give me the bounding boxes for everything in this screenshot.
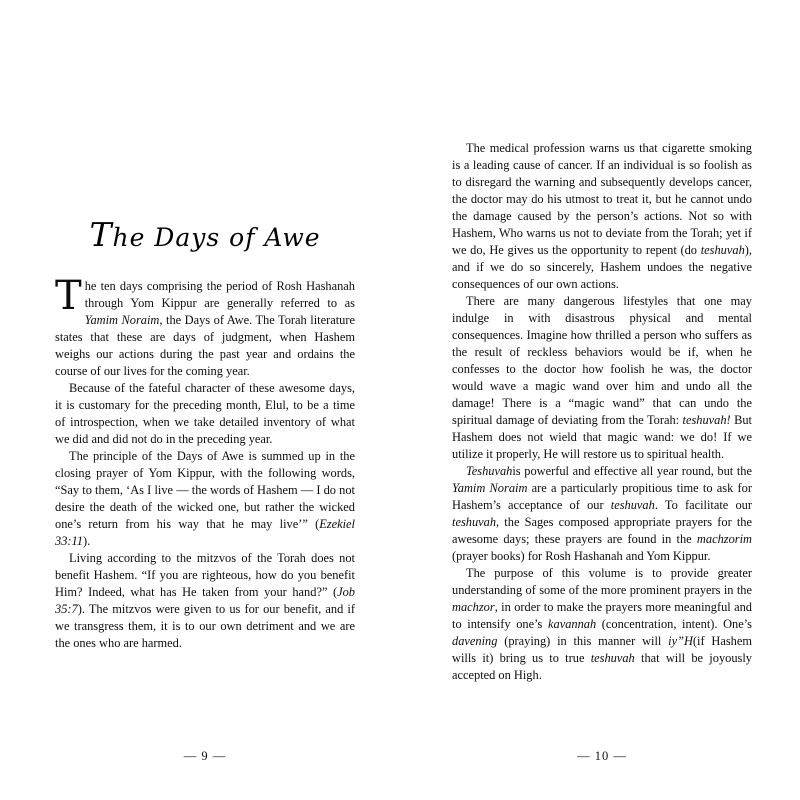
body-text: (praying) in this manner will xyxy=(497,633,669,648)
body-text: . To facilitate our xyxy=(654,497,752,512)
drop-cap: T xyxy=(55,273,82,319)
page-title-rest: he Days of Awe xyxy=(112,223,321,252)
emphasis-text: teshuvah xyxy=(590,650,635,665)
emphasis-text: teshuvah xyxy=(452,514,497,529)
body-text: he ten days comprising the period of Rosh Hashanah through Yom Kippur are generally referred to as xyxy=(84,279,355,310)
paragraph xyxy=(452,140,752,293)
emphasis-text: teshuvah! xyxy=(682,412,731,427)
page-title xyxy=(55,215,355,254)
body-text: But Hashem does not wield that magic wand: we do! If we utilize it properly, He will restore us to spiritual health. xyxy=(452,412,752,461)
paragraph xyxy=(55,380,355,448)
body-text: ). The mitzvos were given to us for our benefit, and if we transgress them, it is to our own detriment and we are the ones who are harmed. xyxy=(55,601,355,650)
emphasis-text: Ezekiel 33:11 xyxy=(55,516,355,548)
paragraph xyxy=(452,463,752,565)
body-text: There are many dangerous lifestyles that one may indulge in with disastrous physical and mental consequences. Imagine how thrilled a person who suffers as the result of reckless behaviors would be if, when he confesses to the doctor how foolish he was, the doctor would wave a magic wand over him and undo all the damage! There is a “magic wand” that can undo the spiritual damage of deviating from the Torah: xyxy=(452,293,752,427)
body-text: are a particularly propitious time to ask for Hashem’s acceptance of our xyxy=(452,480,752,512)
page-title-initial: T xyxy=(89,215,113,254)
body-text: The purpose of this volume is to provide greater understanding of some of the more prominent prayers in the xyxy=(452,565,752,597)
body-text: (concentration, intent). One’s xyxy=(596,616,753,631)
emphasis-text: Yamim Noraim xyxy=(452,480,528,495)
emphasis-text: machzorim xyxy=(696,531,752,546)
emphasis-text: teshuvah xyxy=(610,497,655,512)
body-text: that will be joyously accepted on High. xyxy=(452,650,752,682)
body-text: ). xyxy=(83,533,91,548)
left-page-body xyxy=(55,273,355,652)
body-text: Living according to the mitzvos of the Torah does not benefit Hashem. “If you are righteous, how do you benefit Him? Indeed, what has He taken from your hand?” ( xyxy=(55,550,355,599)
body-text: (if Hashem wills it) bring us to true xyxy=(452,633,752,665)
body-text: is powerful and effective all year round, but the xyxy=(512,463,752,478)
right-page xyxy=(452,140,753,682)
emphasis-text: iy”H xyxy=(668,633,693,648)
paragraph xyxy=(55,550,355,652)
left-page-folio: — 9 — xyxy=(183,749,227,763)
paragraph xyxy=(55,448,355,550)
paragraph xyxy=(55,273,355,380)
right-page-folio: — 10 — xyxy=(577,749,627,763)
paragraph xyxy=(452,293,752,463)
body-text: , the Sages composed appropriate prayers for the awesome days; these prayers are found in the xyxy=(452,514,752,546)
body-text: The principle of the Days of Awe is summed up in the closing prayer of Yom Kippur, with the following words, “Say to them, ‘As I live — the words of Hashem — I do not desire the death of the wicked one, but rather the wicked one’s return from his way that he may live’” ( xyxy=(55,448,355,531)
emphasis-text: machzor xyxy=(452,599,495,614)
body-text: Because of the fateful character of these awesome days, it is customary for the preceding month, Elul, to be a time of introspection, when we take detailed inventory of what we did and did not do in the preceding year. xyxy=(55,380,355,446)
emphasis-text: teshuvah xyxy=(700,242,745,257)
body-text: , the Days of Awe. The Torah literature states that these are days of judgment, when Hashem weighs our actions during the past year and ordains the course of our lives for the coming year. xyxy=(55,312,355,378)
left-page xyxy=(55,140,355,660)
emphasis-text: Yamim Noraim xyxy=(84,312,160,327)
body-text: , in order to make the prayers more meaningful and to intensify one’s xyxy=(452,599,752,631)
emphasis-text: kavannah xyxy=(548,616,597,631)
right-page-body xyxy=(452,140,752,684)
emphasis-text: davening xyxy=(452,633,498,648)
emphasis-text: Job 35:7 xyxy=(55,584,355,616)
emphasis-text: Teshuvah xyxy=(466,463,513,478)
body-text: (prayer books) for Rosh Hashanah and Yom Kippur. xyxy=(452,548,711,563)
paragraph xyxy=(452,565,752,684)
body-text: ), and if we do so sincerely, Hashem undoes the negative consequences of our own actions. xyxy=(452,242,752,291)
body-text: The medical profession warns us that cigarette smoking is a leading cause of cancer. If an individual is so foolish as to disregard the warning and subsequently develops cancer, the doctor may do his utmost to treat it, but he cannot undo the damage caused by the person’s actions. Not so with Hashem, Who warns us not to deviate from the Torah; yet if we do, He gives us the opportunity to repent (do xyxy=(452,141,752,257)
